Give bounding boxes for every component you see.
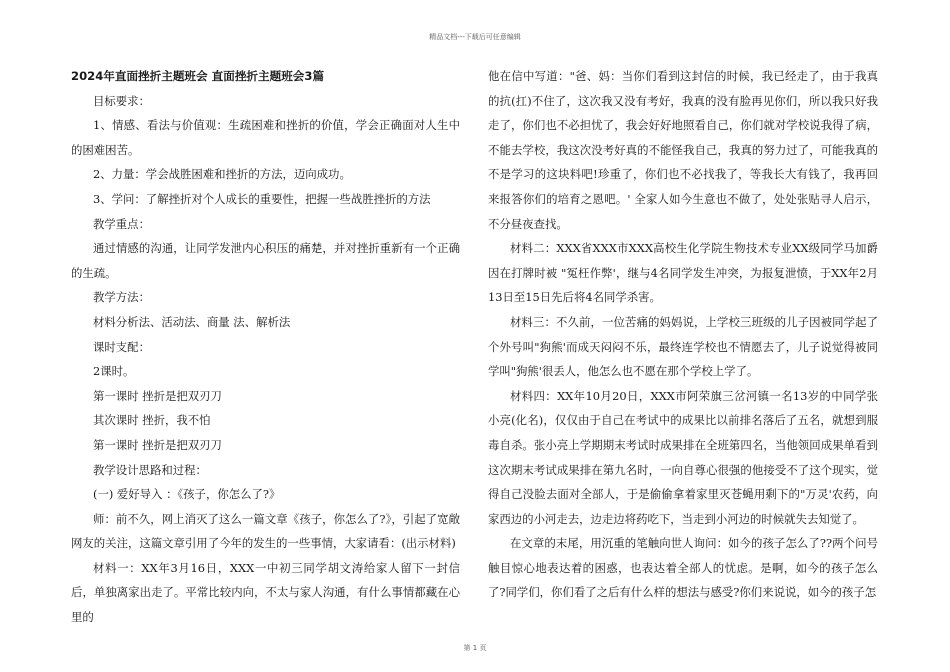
paragraph: 材料一：XX年3月16日，XXX一中初三同学胡文涛给家人留下一封信后，单独离家出走了。平常比较内向，不太与家人沟通，有什么事情都藏在心里的 [71, 560, 460, 625]
paragraph: 目标要求： [93, 93, 150, 108]
paragraph: 他在信中写道："爸、妈：当你们看到这封信的时候，我已经走了，由于我真的抗(扛)不住了，这次我又没有考好，我真的没有脸再见你们，所以我只好我走了，你们也不必担忧了，我会好好地照看自己，你们就对学校说我得了病，不能去学校，我这次没考好真的不能怪我自己，我真的努力过了，可能我真的不是学习的这块料吧!珍重了，你们也不必找我了，等我长大有钱了，我再回来报答你们的培育之恩吧。' 全家人如今生意也不做了，处处张贴寻人启示，不分昼夜查找。 [488, 69, 878, 231]
paragraph: 材料分析法、活动法、商量 法、解析法 [93, 314, 291, 329]
paragraph: 在文章的末尾，用沉重的笔触向世人询问：如今的孩子怎么了??两个问号触目惊心地表达着的困惑，也表达着全部人的忧虑。是啊，如今的孩子怎么了?同学们，你们看了之后有什么样的想法与感受?你们来说说，如今的孩子怎 [488, 536, 878, 600]
paragraph: 教学设计思路和过程： [93, 462, 207, 477]
paragraph: 材料三：不久前，一位苦痛的妈妈说，上学校三班级的儿子因被同学起了个外号叫"狗熊'而成天闷闷不乐，最终连学校也不情愿去了，儿子说觉得被同学叫"狗熊'很丢人，他怎么也不愿在那个学校上学了。 [488, 314, 878, 379]
paragraph: 课时支配： [93, 339, 150, 354]
document-title: 2024年直面挫折主题班会 直面挫折主题班会3篇 [71, 69, 325, 83]
paragraph: 材料四：XX年10月20日，XXX市阿荣旗三岔河镇一名13岁的中同学张小亮(化名)，仅仅由于自己在考试中的成果比以前排名落后了五名，就想到服毒自杀。张小亮上学期期末考试时成果排在全班第四名，当他领回成果单看到这次期末考试成果排在第九名时，一向自尊心很强的他接受不了这个现实，觉得自己没脸去面对全部人，于是偷偷拿着家里灭苍蝇用剩下的"万灵'农药，向家西边的小河走去，边走边将药吃下，当走到小河边的时候就失去知觉了。 [488, 388, 878, 526]
left-column [71, 64, 460, 630]
paragraph: 教学重点： [93, 216, 150, 231]
paragraph: 材料二：XXX省XXX市XXX高校生化学院生物技术专业XX级同学马加爵因在打牌时被 "冤枉作弊'，继与4名同学发生冲突，为报复泄愤，于XX年2月13日至15日先后将4名同学杀害。 [488, 241, 878, 305]
paragraph: (一) 爱好导入 ：《孩子，你怎么了?》 [93, 487, 281, 502]
page-header: 精品文档---下载后可任意编辑 [429, 33, 521, 41]
paragraph: 2、力量：学会战胜困难和挫折的方法，迈向成功。 [93, 167, 351, 182]
paragraph: 教学方法： [93, 290, 150, 305]
paragraph: 2课时。 [93, 364, 135, 379]
paragraph: 第一课时 挫折是把双刃刀 [93, 388, 222, 403]
paragraph: 其次课时 挫折，我不怕 [93, 413, 211, 428]
paragraph: 3、学问：了解挫折对个人成长的重要性，把握一些战胜挫折的方法 [93, 191, 431, 206]
right-column [488, 64, 878, 605]
paragraph: 师：前不久，网上消灭了这么一篇文章《孩子，你怎么了?》，引起了宽敞网友的关注，这篇文章引用了今年的发生的一些事情，大家请看：(出示材料) [71, 511, 460, 551]
paragraph: 第一课时 挫折是把双刃刀 [93, 437, 222, 452]
paragraph: 通过情感的沟通，让同学发泄内心积压的痛楚，并对挫折重新有一个正确的生疏。 [71, 241, 460, 280]
page-footer: 第 1 页 [463, 644, 487, 652]
paragraph: 1、情感、看法与价值观：生疏困难和挫折的价值，学会正确面对人生中的困难困苦。 [71, 118, 460, 157]
